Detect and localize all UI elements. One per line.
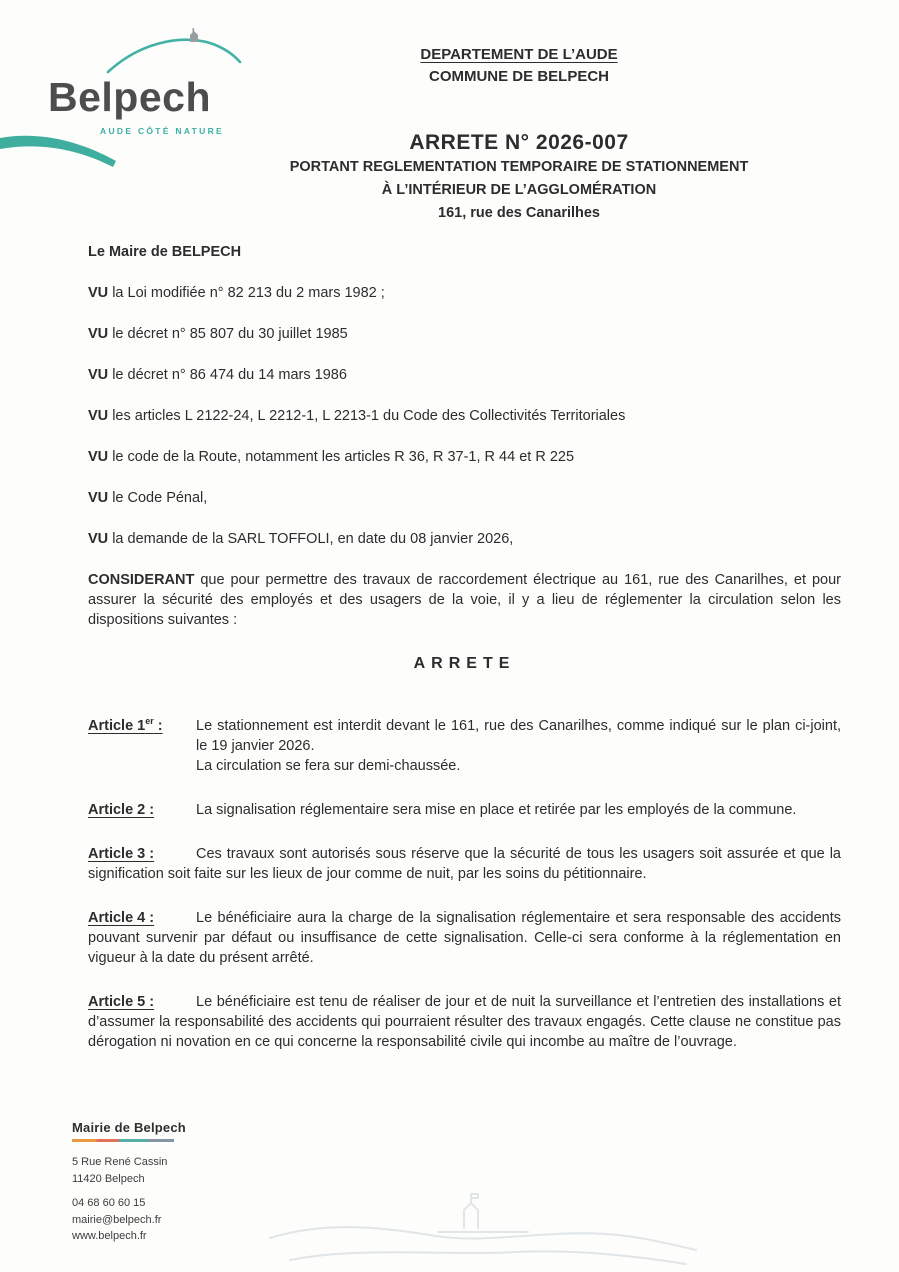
footer-gradient-bar bbox=[72, 1139, 174, 1142]
article-1 bbox=[88, 716, 841, 776]
article-2-label-text: Article 2 : bbox=[88, 802, 155, 818]
arrete-number: ARRETE N° 2026-007 bbox=[409, 131, 629, 154]
vu-item bbox=[88, 406, 841, 426]
logo-wordmark: Belpech bbox=[48, 74, 211, 120]
vu-text: le Code Pénal, bbox=[112, 490, 208, 506]
considerant-paragraph bbox=[88, 570, 841, 630]
vu-item bbox=[88, 447, 841, 467]
vu-item bbox=[88, 488, 841, 508]
vu-item bbox=[88, 283, 841, 303]
article-1-paragraph-2: La circulation se fera sur demi-chaussée. bbox=[196, 758, 461, 774]
vu-label: VU bbox=[88, 490, 109, 506]
title-subtitle-1: PORTANT REGLEMENTATION TEMPORAIRE DE STATIONNEMENT bbox=[289, 159, 749, 175]
footer-phone: 04 68 60 60 15 bbox=[72, 1197, 146, 1209]
vu-label: VU bbox=[88, 367, 109, 383]
article-4-label-text: Article 4 : bbox=[88, 910, 155, 926]
brush-swoosh-icon bbox=[0, 132, 125, 177]
article-2 bbox=[88, 800, 841, 820]
vu-label: VU bbox=[88, 285, 109, 301]
article-5-label-text: Article 5 : bbox=[88, 994, 155, 1010]
vu-item bbox=[88, 324, 841, 344]
article-4-paragraph: Le bénéficiaire aura la charge de la signalisation réglementaire et sera responsable des accidents pouvant survenir par défaut ou insuffisance de cette signalisation. Celle-ci sera conforme à la réglementation en vigueur à la date du présent arrêté. bbox=[88, 910, 841, 966]
vu-text: les articles L 2122-24, L 2212-1, L 2213-1 du Code des Collectivités Territoriales bbox=[112, 408, 626, 424]
article-3-paragraph: Ces travaux sont autorisés sous réserve que la sécurité de tous les usagers soit assurée et que la signification soit faite sur les lieux de jour comme de nuit, par les soins du pétitionnaire. bbox=[88, 846, 841, 882]
article-1-label bbox=[88, 716, 196, 776]
footer-address-line-1: 5 Rue René Cassin bbox=[72, 1156, 168, 1168]
article-3-label-text: Article 3 : bbox=[88, 846, 155, 862]
vu-text: le décret n° 85 807 du 30 juillet 1985 bbox=[112, 326, 348, 342]
article-5-paragraph: Le bénéficiaire est tenu de réaliser de jour et de nuit la surveillance et l’entretien des installations et d’assumer la responsabilité des accidents qui pourraient résulter des travaux engagés. Cette clause ne constitue pas dérogation ni novation en ce qui concerne la responsabilité civile qui incombe au maître de l’ouvrage. bbox=[88, 994, 841, 1050]
footer-website: www.belpech.fr bbox=[72, 1230, 147, 1242]
vu-label: VU bbox=[88, 531, 109, 547]
footer-address-line-2: 11420 Belpech bbox=[72, 1172, 145, 1185]
article-5 bbox=[88, 992, 841, 1052]
vu-item bbox=[88, 365, 841, 385]
vu-label: VU bbox=[88, 408, 109, 424]
header-department: DEPARTEMENT DE L’AUDE bbox=[420, 46, 618, 63]
village-skyline-watermark-icon bbox=[268, 1172, 698, 1268]
considerant-text: que pour permettre des travaux de raccordement électrique au 161, rue des Canarilhes, et pour assurer la sécurité des employés et des usagers de la voie, il y a lieu de réglementer la circulation selon les dispositions suivantes : bbox=[88, 572, 841, 628]
article-1-label-colon: : bbox=[153, 718, 163, 734]
footer-org-name: Mairie de Belpech bbox=[72, 1120, 186, 1135]
logo-tagline: AUDE CÔTÉ NATURE bbox=[100, 126, 225, 136]
vu-text: le code de la Route, notamment les articles R 36, R 37-1, R 44 et R 225 bbox=[112, 449, 575, 465]
document-body bbox=[0, 242, 899, 1052]
header-commune: COMMUNE DE BELPECH bbox=[428, 68, 609, 85]
footer-email: mairie@belpech.fr bbox=[72, 1213, 162, 1226]
article-4 bbox=[88, 908, 841, 968]
article-3 bbox=[88, 844, 841, 884]
vu-label: VU bbox=[88, 326, 109, 342]
article-1-label-sup: er bbox=[145, 716, 154, 727]
intro-line: Le Maire de BELPECH bbox=[88, 244, 242, 260]
article-1-label-text: Article 1 bbox=[88, 718, 146, 734]
article-2-text bbox=[196, 800, 841, 820]
footer-contact-block bbox=[72, 1120, 186, 1245]
vu-text: la Loi modifiée n° 82 213 du 2 mars 1982 ; bbox=[112, 285, 385, 301]
title-address: 161, rue des Canarilhes bbox=[438, 205, 600, 221]
arrete-heading: ARRETE bbox=[413, 655, 516, 672]
article-4-label bbox=[88, 908, 196, 928]
vu-text: le décret n° 86 474 du 14 mars 1986 bbox=[112, 367, 347, 383]
title-subtitle-2: À L’INTÉRIEUR DE L’AGGLOMÉRATION bbox=[381, 182, 657, 198]
article-1-text bbox=[196, 716, 841, 776]
considerant-label: CONSIDERANT bbox=[88, 572, 195, 588]
vu-item bbox=[88, 529, 841, 549]
article-3-label bbox=[88, 844, 196, 864]
article-1-paragraph-1: Le stationnement est interdit devant le 161, rue des Canarilhes, comme indiqué sur le plan ci-joint, le 19 janvier 2026. bbox=[196, 718, 841, 754]
article-2-paragraph: La signalisation réglementaire sera mise en place et retirée par les employés de la commune. bbox=[196, 802, 797, 818]
article-2-label bbox=[88, 800, 196, 820]
vu-text: la demande de la SARL TOFFOLI, en date du 08 janvier 2026, bbox=[112, 531, 514, 547]
article-5-label bbox=[88, 992, 196, 1012]
vu-label: VU bbox=[88, 449, 109, 465]
